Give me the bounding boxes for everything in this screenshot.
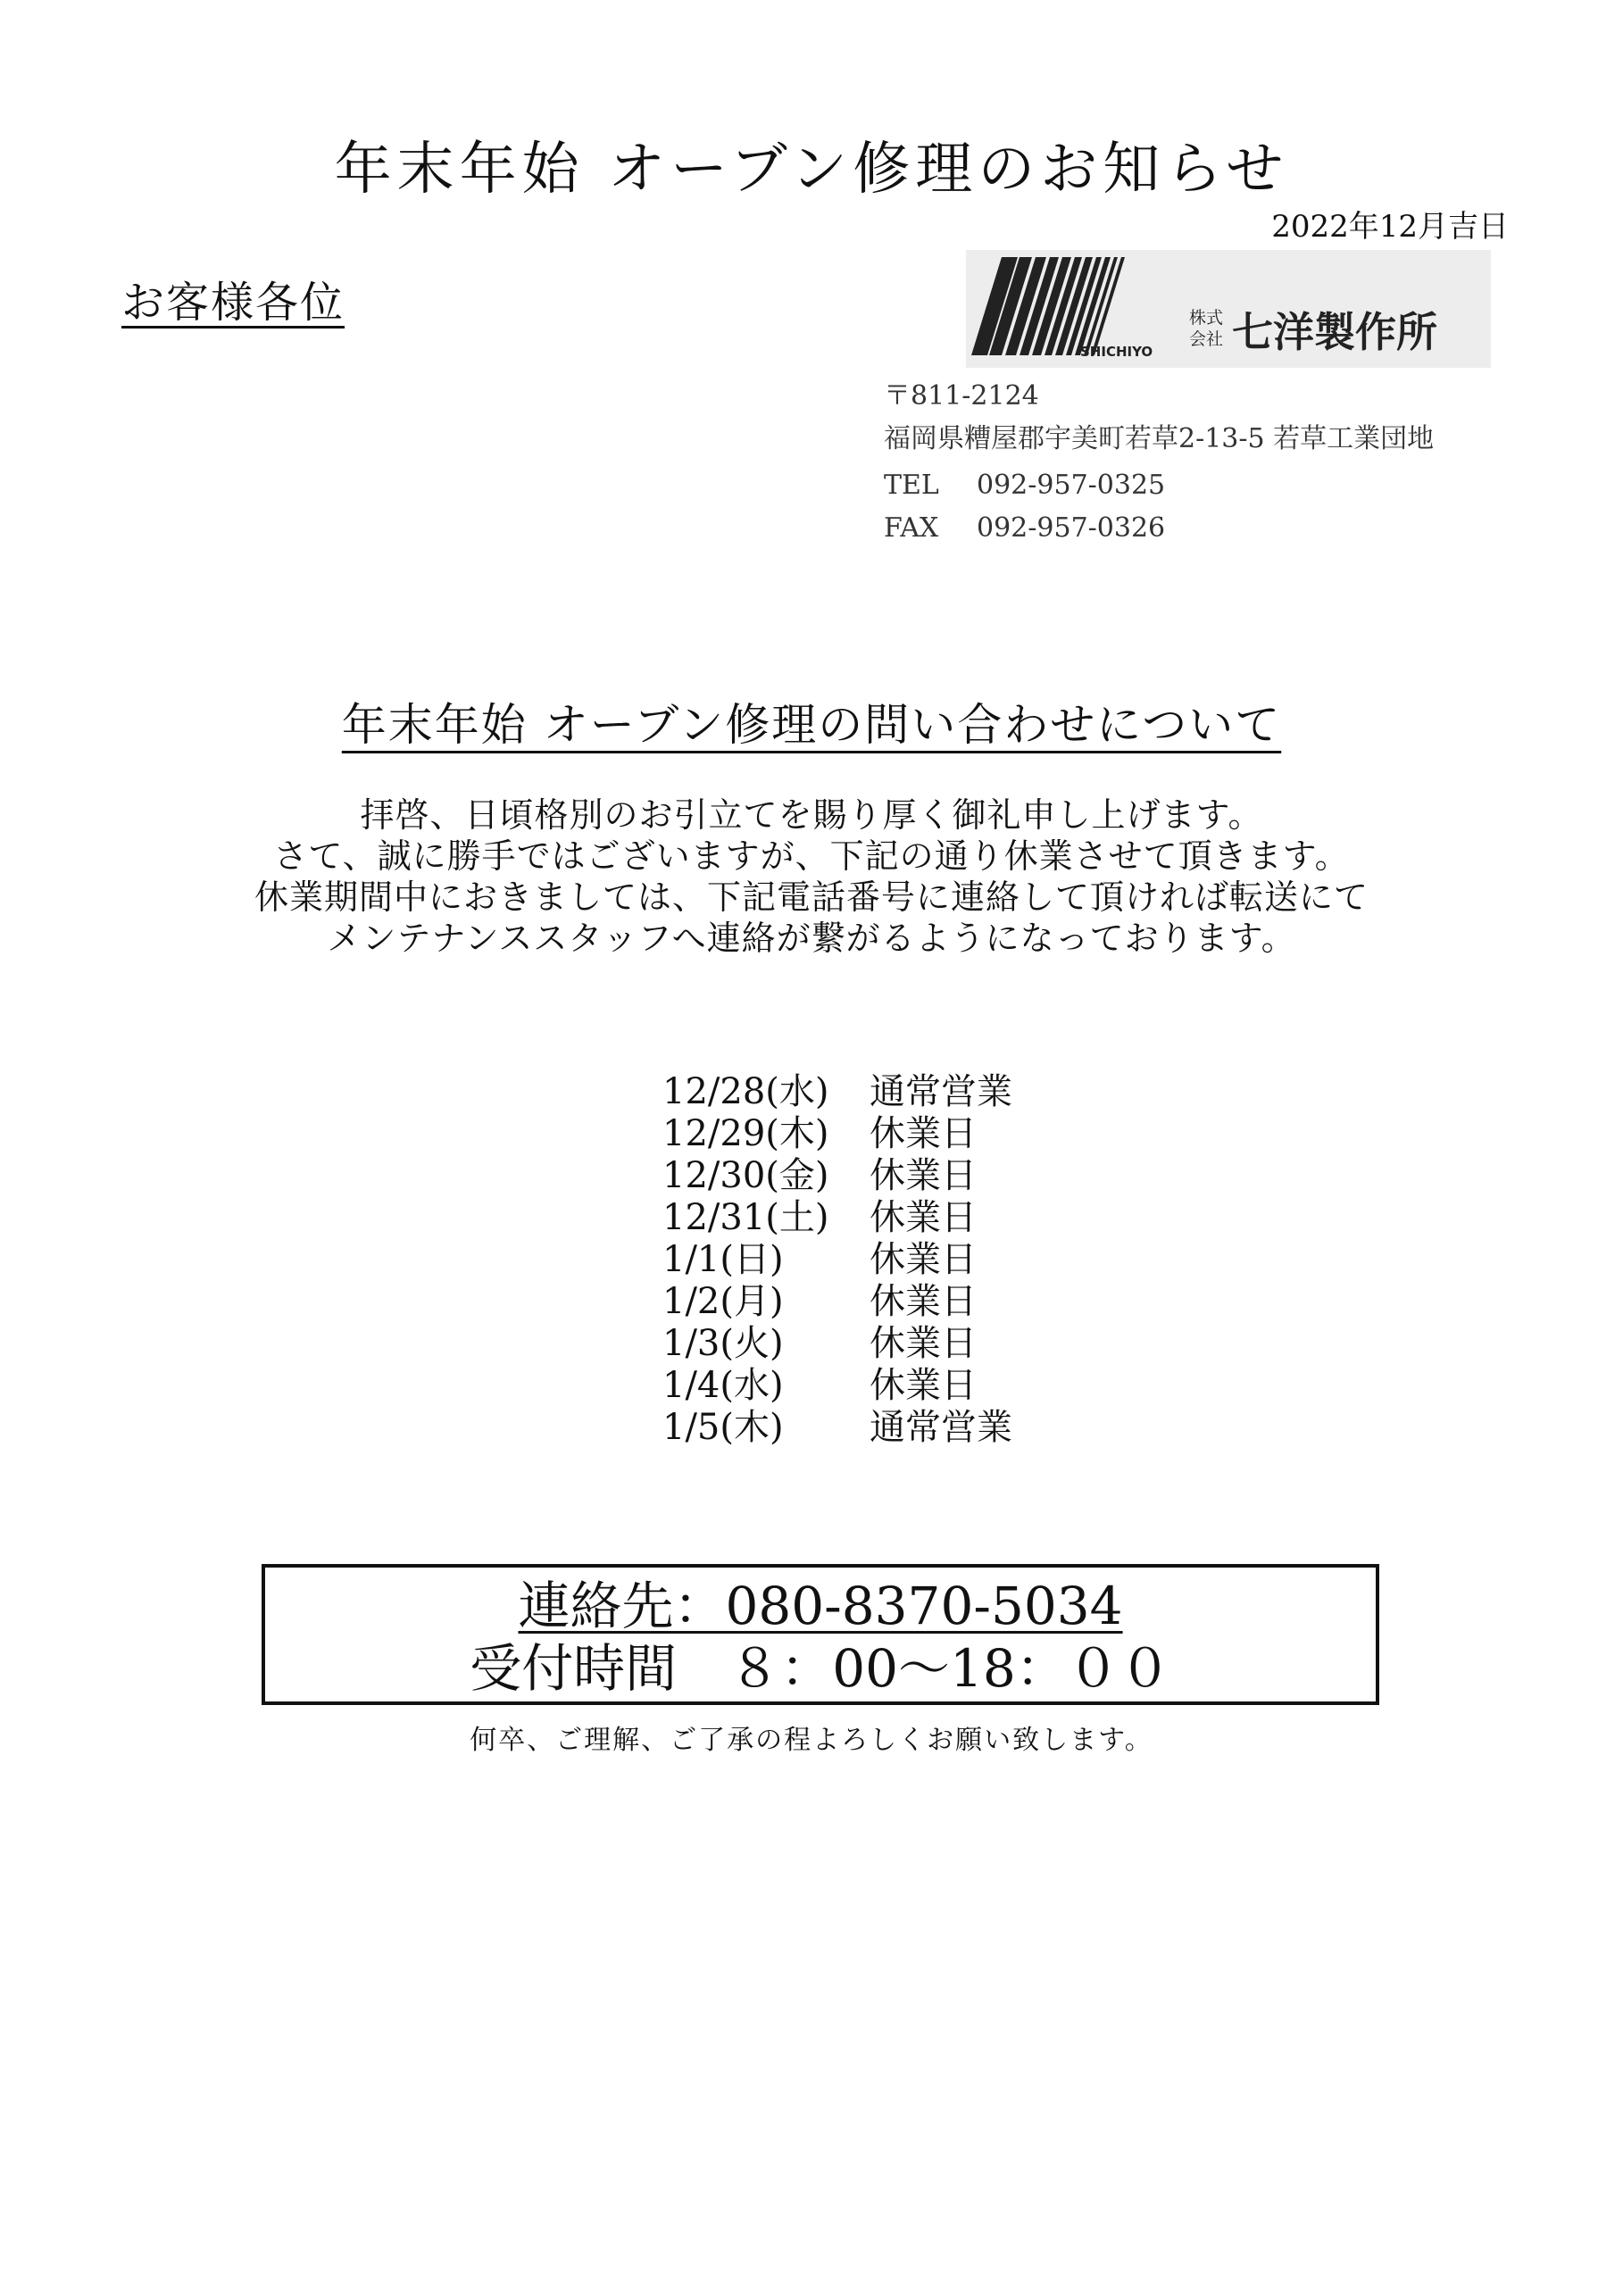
postal-code: 〒811-2124 xyxy=(884,380,1039,412)
schedule-row xyxy=(662,1323,1012,1365)
issue-date: 2022年12月吉日 xyxy=(1271,209,1509,245)
kabushiki-top: 株式 xyxy=(1189,308,1224,328)
section-heading-text: 年末年始 オーブン修理の問い合わせについて xyxy=(341,699,1282,751)
schedule-row xyxy=(662,1281,1012,1323)
schedule-row xyxy=(662,1197,1012,1239)
schedule-list xyxy=(662,1071,1012,1449)
reception-hours: 受付時間 ８：00～18：００ xyxy=(470,1638,1171,1699)
schedule-date: 12/29(木) xyxy=(662,1113,829,1154)
schedule-status: 休業日 xyxy=(870,1197,977,1238)
schedule-date: 12/30(金) xyxy=(662,1155,829,1196)
schedule-row xyxy=(662,1155,1012,1197)
company-address: 福岡県糟屋郡宇美町若草2-13-5 若草工業団地 xyxy=(884,423,1435,454)
schedule-status: 休業日 xyxy=(870,1365,977,1406)
schedule-date: 1/2(月) xyxy=(662,1281,784,1322)
schedule-status: 通常営業 xyxy=(870,1071,1012,1112)
schedule-date: 12/31(土) xyxy=(662,1197,829,1238)
schedule-status: 休業日 xyxy=(870,1239,977,1280)
contact-phone: 連絡先：080-8370-5034 xyxy=(518,1576,1123,1636)
tel-label: TEL xyxy=(884,470,939,501)
schedule-date: 12/28(水) xyxy=(662,1071,829,1112)
section-heading xyxy=(0,689,1623,753)
company-logo xyxy=(966,250,1491,368)
closing-text: 何卒、ご理解、ご了承の程よろしくお願い致します。 xyxy=(470,1725,1153,1756)
tel-line xyxy=(884,470,1165,501)
body-line: メンテナンススタッフへ連絡が繋がるようになっております。 xyxy=(327,919,1296,958)
schedule-row xyxy=(662,1365,1012,1407)
schedule-date: 1/1(日) xyxy=(662,1239,784,1280)
schedule-date: 1/5(木) xyxy=(662,1407,784,1448)
page-title: 年末年始 オーブン修理のお知らせ xyxy=(334,137,1289,203)
schedule-status: 休業日 xyxy=(870,1113,977,1154)
tel-number: 092-957-0325 xyxy=(977,470,1166,501)
schedule-status: 休業日 xyxy=(870,1155,977,1196)
shichiyo-logo-icon xyxy=(966,250,1491,368)
schedule-row xyxy=(662,1239,1012,1281)
contact-phone-line xyxy=(265,1575,1376,1637)
kabushiki-bottom: 会社 xyxy=(1189,329,1224,349)
fax-line xyxy=(884,512,1165,544)
recipient-heading: お客様各位 xyxy=(121,278,345,328)
schedule-status: 休業日 xyxy=(870,1281,977,1322)
schedule-status: 通常営業 xyxy=(870,1407,1012,1448)
fax-label: FAX xyxy=(884,512,939,544)
schedule-status: 休業日 xyxy=(870,1323,977,1364)
schedule-date: 1/3(火) xyxy=(662,1323,784,1364)
schedule-date: 1/4(水) xyxy=(662,1365,784,1406)
contact-box xyxy=(262,1564,1379,1705)
schedule-row xyxy=(662,1113,1012,1155)
body-line: 休業期間中におきましては、下記電話番号に連絡して頂ければ転送にて xyxy=(254,878,1369,917)
company-name: 七洋製作所 xyxy=(1232,308,1437,356)
logo-wordmark: SHICHIYO xyxy=(1080,344,1153,360)
body-paragraph xyxy=(0,794,1623,959)
body-line: 拝啓、日頃格別のお引立てを賜り厚く御礼申し上げます。 xyxy=(360,795,1263,835)
schedule-row xyxy=(662,1407,1012,1449)
fax-number: 092-957-0326 xyxy=(977,512,1166,544)
schedule-row xyxy=(662,1071,1012,1113)
body-line: さて、誠に勝手ではございますが、下記の通り休業させて頂きます。 xyxy=(273,836,1350,876)
